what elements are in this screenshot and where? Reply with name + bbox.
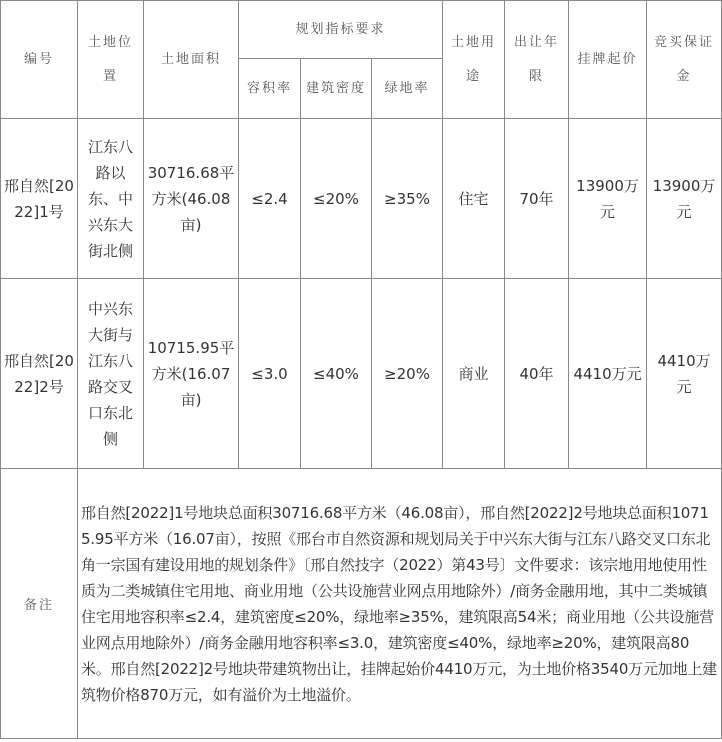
row1-green (372, 119, 443, 279)
header-price (569, 1, 647, 119)
row2-deposit-text: 4410万元 (657, 351, 711, 396)
note-label-text: 备注 (23, 598, 54, 613)
header-area-text: 土地面积 (160, 51, 221, 67)
header-price-text: 挂牌起价 (577, 51, 638, 67)
row1-term-text: 70年 (519, 189, 554, 208)
header-deposit (647, 1, 722, 119)
header-far (239, 59, 301, 119)
header-planning (239, 1, 443, 59)
header-area (144, 1, 239, 119)
row2-density (301, 279, 372, 469)
row1-location (78, 119, 144, 279)
row1-number (1, 119, 78, 279)
header-density-text: 建筑密度 (305, 80, 366, 96)
header-use (443, 1, 505, 119)
row1-far (239, 119, 301, 279)
row2-price-text: 4410万元 (573, 364, 642, 383)
header-location-text: 土地位置 (87, 34, 133, 84)
header-location (78, 1, 144, 119)
row1-deposit-text: 13900万元 (652, 176, 716, 221)
row1-green-text: ≥35% (384, 189, 430, 208)
header-term (505, 1, 569, 119)
header-term-text: 出让年限 (514, 34, 560, 84)
row1-term (505, 119, 569, 279)
row1-price-text: 13900万元 (576, 176, 639, 221)
row2-area-text: 10715.95平方米(16.07亩) (147, 338, 235, 409)
header-far-text: 容积率 (246, 80, 292, 96)
row2-number-text: 邢自然[2022]2号 (4, 351, 74, 396)
row2-location (78, 279, 144, 469)
row1-area-text: 30716.68平方米(46.08亩) (147, 163, 235, 234)
row1-use (443, 119, 505, 279)
row2-far (239, 279, 301, 469)
row2-green (372, 279, 443, 469)
row2-area (144, 279, 239, 469)
note-row (1, 469, 722, 739)
note-text: 邢自然[2022]1号地块总面积30716.68平方米（46.08亩），邢自然[2022]2号地块总面积10715.95平方米（16.07亩），按照《邢台市自然资源和规划局关于中兴东大街与江东八路交叉口东北角一宗国有建设用地的规划条件》〔邢自然技字（2022）第43号〕文件要求：该宗地用地使用性质为二类城镇住宅用地、商业用地（公共设施营业网点用地除外）/商务金融用地，其中二类城镇住宅用地容积率≤2.4，建筑密度≤20%，绿地率≥35%，建筑限高54米；商业用地（公共设施营业网点用地除外）/商务金融用地容积率≤3.0，建筑密度≤40%，绿地率≥20%，建筑限高80米。邢自然[2022]2号地块带建筑物出让，挂牌起始价4410万元，为土地价格3540万元加地上建筑物价格870万元，如有溢价为土地溢价。 (81, 503, 717, 704)
row2-term (505, 279, 569, 469)
row1-location-text: 江东八路以东、中兴东大街北侧 (87, 137, 133, 260)
row1-use-text: 住宅 (458, 189, 489, 208)
row1-far-text: ≤2.4 (251, 189, 288, 208)
row1-price (569, 119, 647, 279)
row1-density-text: ≤20% (313, 189, 359, 208)
row1-area (144, 119, 239, 279)
note-text-cell (78, 469, 722, 739)
header-green (372, 59, 443, 119)
row2-density-text: ≤40% (313, 364, 359, 383)
row1-number-text: 邢自然[2022]1号 (4, 176, 74, 221)
header-density (301, 59, 372, 119)
row2-use-text: 商业 (458, 364, 489, 383)
header-green-text: 绿地率 (384, 80, 430, 96)
row2-price (569, 279, 647, 469)
table-row (1, 279, 722, 469)
header-number (1, 1, 78, 119)
row1-deposit (647, 119, 722, 279)
table-row (1, 119, 722, 279)
header-number-text: 编号 (23, 51, 54, 67)
note-label (1, 469, 78, 739)
row2-location-text: 中兴东大街与江东八路交叉口东北侧 (87, 299, 133, 448)
row2-number (1, 279, 78, 469)
row1-density (301, 119, 372, 279)
header-row-top (1, 1, 722, 59)
header-deposit-text: 竞买保证金 (654, 34, 715, 84)
header-use-text: 土地用途 (451, 34, 497, 84)
row2-far-text: ≤3.0 (251, 364, 288, 383)
row2-green-text: ≥20% (384, 364, 430, 383)
header-planning-text: 规划指标要求 (295, 21, 386, 37)
row2-deposit (647, 279, 722, 469)
row2-use (443, 279, 505, 469)
row2-term-text: 40年 (519, 364, 554, 383)
